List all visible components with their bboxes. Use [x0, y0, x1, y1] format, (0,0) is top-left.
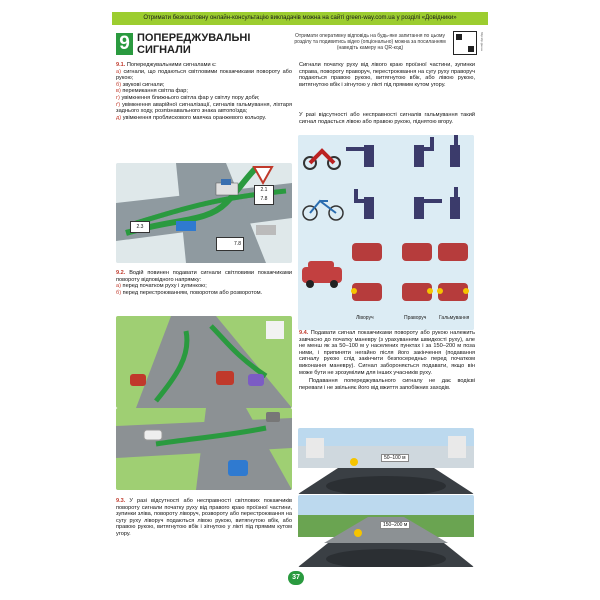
section-9-2: [116, 270, 292, 296]
distance-label-highway: 150–200 м: [380, 521, 410, 529]
top-banner: [112, 12, 488, 25]
right-intro-text: Сигнали початку руху від лівого краю проїзної частини, зупинки справа, повороту праворуч, перестроювання на сугу руху праворуч подаються правою рукою, витягнутою вбік, або лівою рукою, витягнутою вбік і зігнутою у лікті під прямим кутом угору.: [299, 62, 475, 88]
page-number: 37: [288, 571, 304, 585]
road-illustration-1: [116, 316, 292, 408]
section-9-4: [299, 330, 475, 391]
section-9-3: [116, 498, 292, 538]
dashboard-view-highway: [298, 495, 474, 567]
section-text: Подавати сигнал покажчиками повороту або рукою належить завчасно до початку маневру (з урахуванням швидкості руху), але не менш як за 50–100 м у населених пунктах і за 150–200 м поза ними, і припиняти негайно після його закінчення (подавання сигналу рукою слід закінчити безпосередньо перед початком виконання маневру). Сигнал забороняється подавати, якщо він може бути не зрозумілим для інших учасників руху.: [299, 330, 476, 376]
list-item: а) перед початком руху і зупинкою;: [116, 283, 207, 290]
caption-left: Ліворуч: [356, 315, 374, 321]
sign-label-bottom: 7.8: [260, 196, 268, 202]
section-intro: Попереджувальними сигналами є:: [126, 62, 217, 68]
list-item: а) сигнали, що подаються світловими покажчиками повороту або рукою;: [116, 68, 292, 82]
section-extra: Подавання попереджувального сигналу не дає водієві переваги і не звільняє його від вжиття запобіжних заходів.: [299, 378, 475, 391]
distance-label-city: 50–100 м: [381, 454, 409, 462]
intersection-illustration: [116, 163, 292, 263]
banner-text: Отримати безкоштовну онлайн-консультацію викладачів можна на сайті green-way.com.ua у розділі «Довідники»: [143, 15, 457, 21]
qr-side-label: http://qr.gw.ua: [480, 32, 484, 51]
hand-signals-panel: [298, 135, 474, 330]
section-number: 9.1.: [116, 62, 126, 68]
list-item: г) увімкнення ближнього світла фар у світлу пору доби;: [116, 94, 260, 101]
plate-right: 7.8: [216, 237, 244, 251]
section-9-1: [116, 62, 292, 121]
brake-signal-text: У разі відсутності або несправності сигналів гальмування такий сигнал подається лівою або правою рукою, піднятою вгору.: [299, 112, 475, 125]
list-item: д) увімкнення проблискового маячка оранжевого кольору.: [116, 114, 267, 121]
chapter-number: 9: [116, 33, 133, 55]
road-illustration-2: [116, 408, 292, 490]
chapter-title: ПОПЕРЕДЖУВАЛЬНІ СИГНАЛИ: [137, 32, 251, 56]
section-number: 9.3.: [116, 498, 126, 504]
qr-notice: Отримати оперативну відповідь на будь-яке запитання по цьому розділу та подивитись відео (опціонально) можна за посиланням (наведіть камеру на QR-код): [294, 33, 446, 51]
section-text: Водій повинен подавати сигнали світловими покажчиками повороту відповідного напрямку:: [116, 270, 292, 283]
list-item: б) звукові сигнали;: [116, 81, 165, 88]
caption-brake: Гальмування: [439, 315, 470, 321]
list-item: в) перемикання світла фар;: [116, 88, 188, 95]
section-text: У разі відсутності або несправності світлових покажчиків повороту сигнали початку руху від правого краю проїзної частини, зупинки зліва, повороту ліворуч, розвороту або перестроювання на сугу руху ліворуч подаються лівою рукою, витягнутою вбік, або правою рукою, витягнутою вбік і зігнутою у лікті під прямим кутом угору.: [116, 498, 292, 537]
section-number: 9.2.: [116, 270, 126, 276]
sign-label-top: 2.1: [260, 187, 268, 193]
dashboard-view-city: [298, 428, 474, 494]
list-item: ґ) увімкнення аварійної сигналізації, сигналів гальмування, ліхтаря заднього ходу, розпізнавального знака автопоїзда;: [116, 101, 292, 115]
plate-left: 2.3: [130, 221, 150, 233]
list-item: б) перед перестроюванням, поворотом або розворотом.: [116, 289, 263, 296]
caption-right: Праворуч: [404, 315, 427, 321]
section-number: 9.4.: [299, 330, 309, 336]
qr-code-icon[interactable]: [453, 31, 477, 55]
